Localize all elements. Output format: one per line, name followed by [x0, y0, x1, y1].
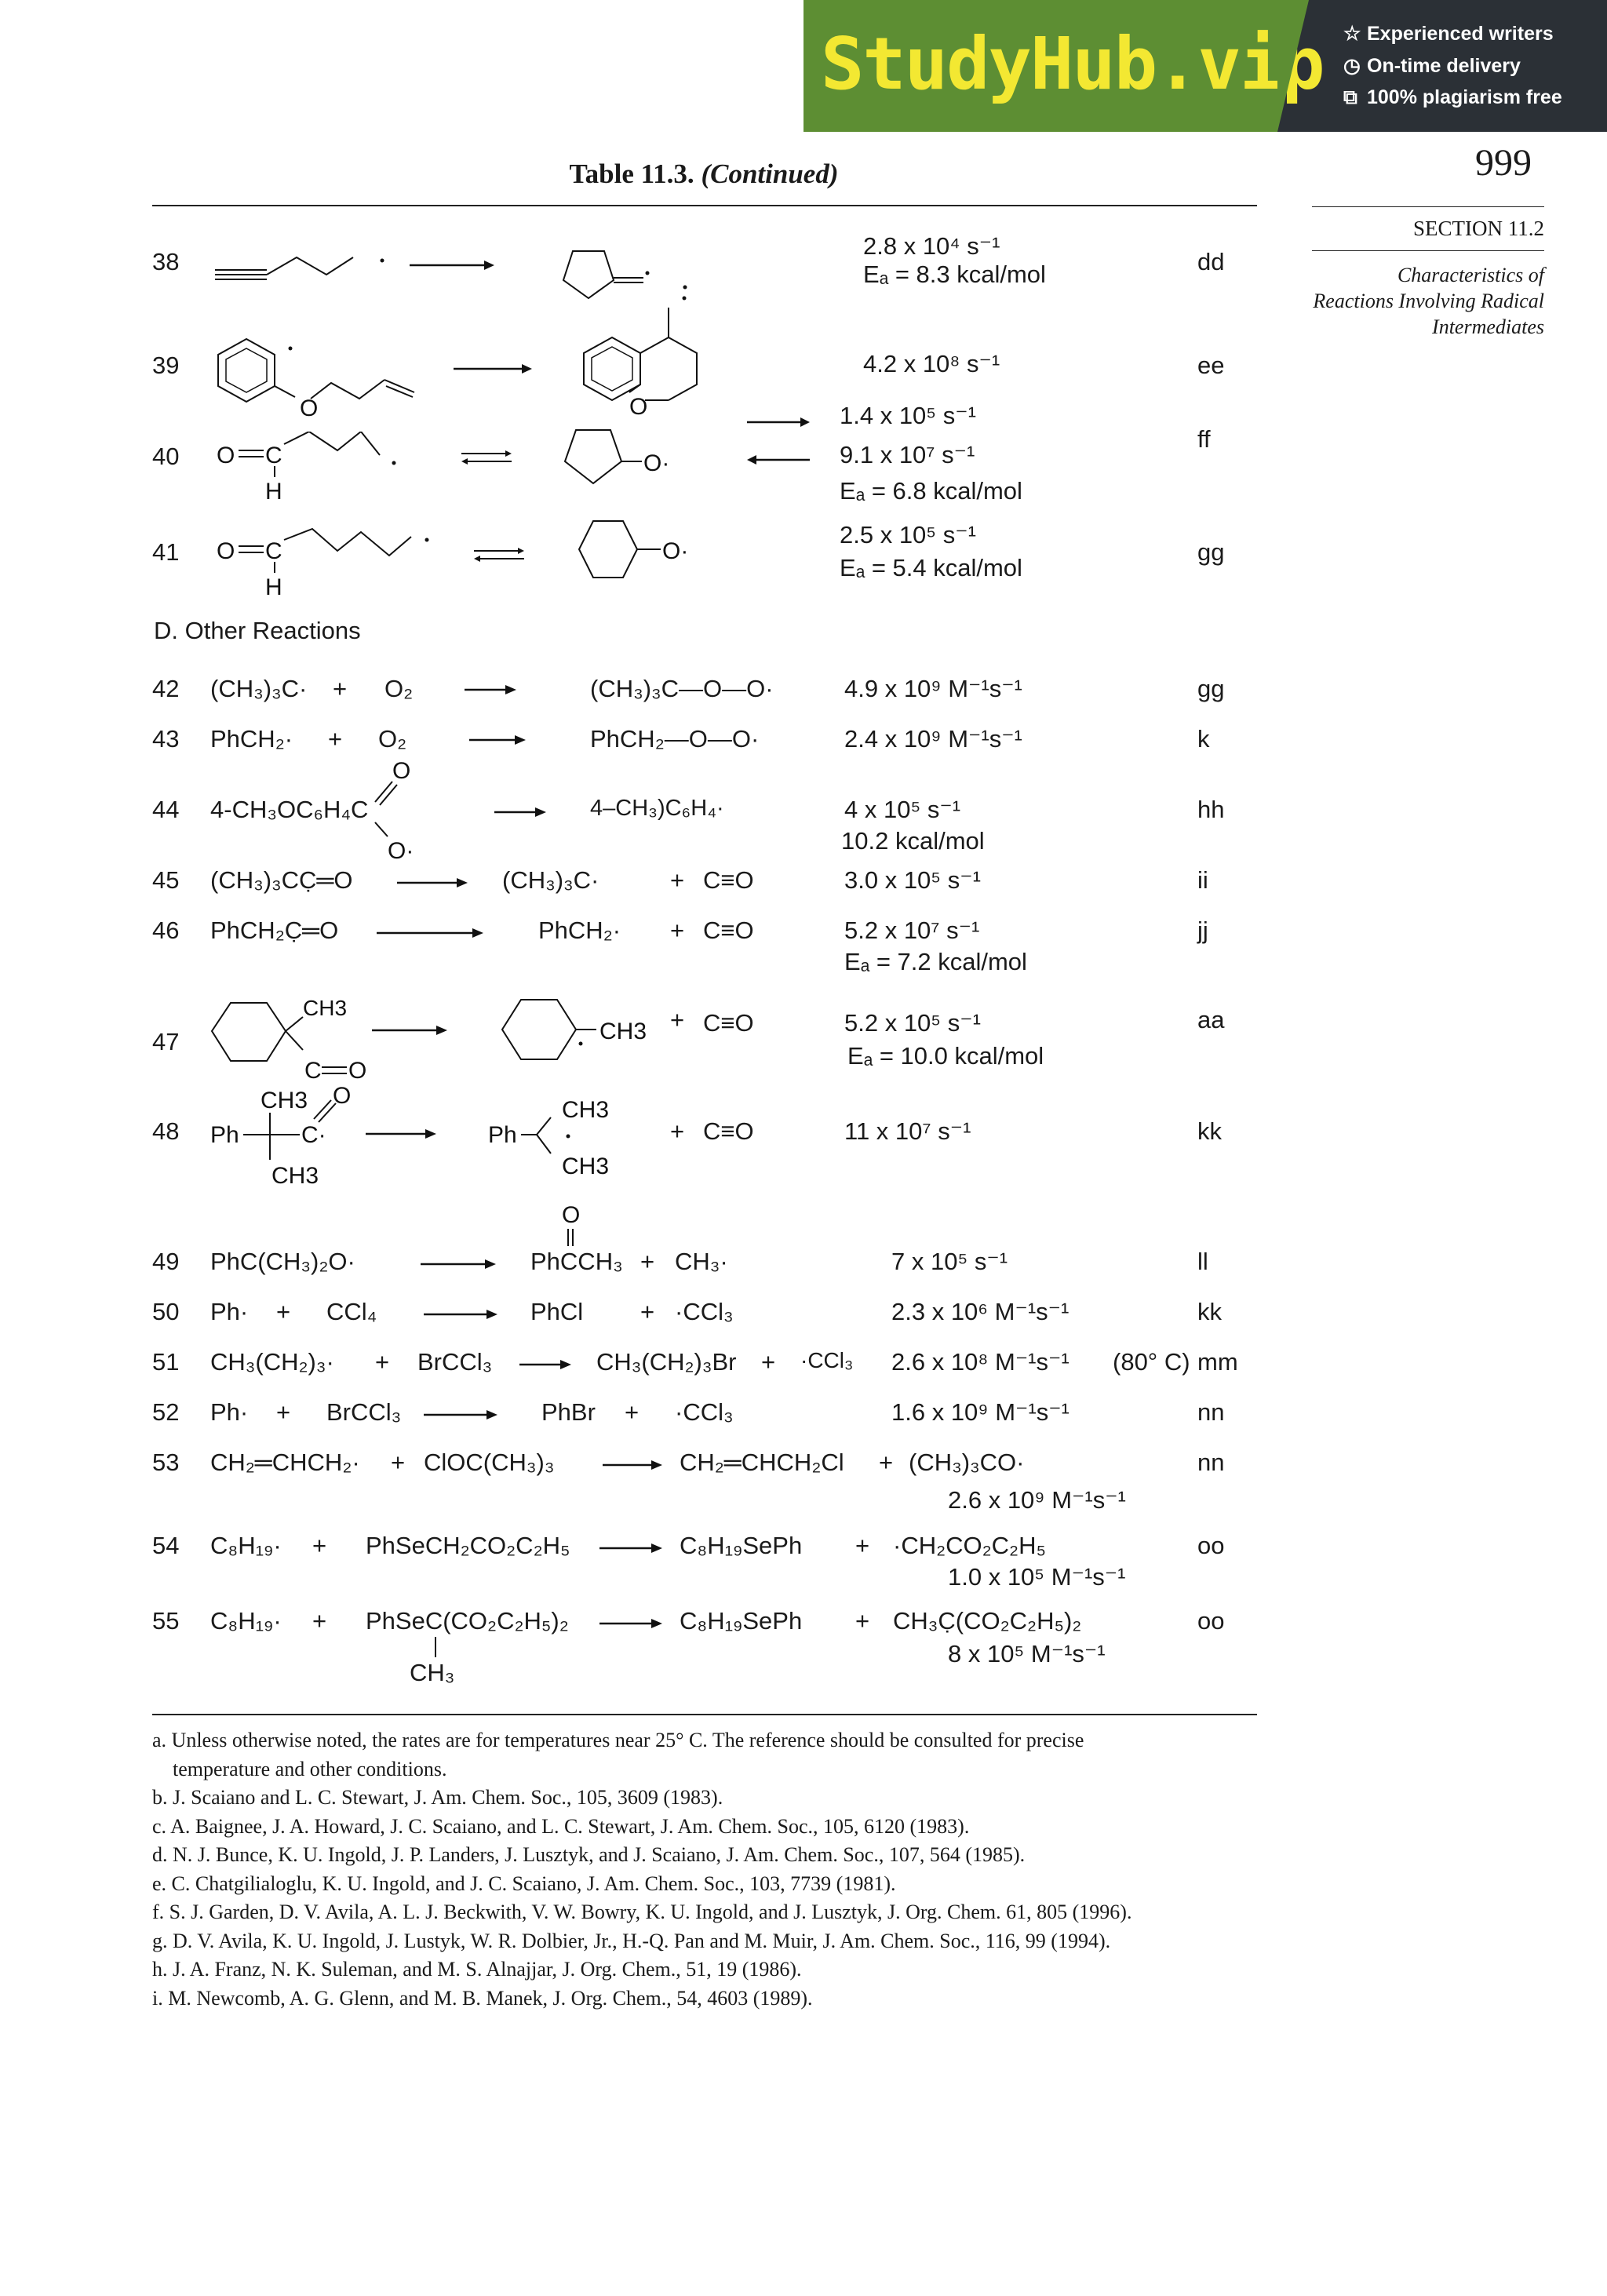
methyl-label: CH3 [562, 1153, 610, 1179]
phenyl-label: Ph [210, 1122, 239, 1148]
atom-label: O· [643, 450, 670, 476]
product: (CH₃)₃C—O—O· [590, 675, 774, 702]
row-number: 55 [152, 1607, 180, 1635]
reference-code: kk [1197, 1298, 1222, 1325]
atom-label: H [265, 479, 282, 505]
activation-energy: 10.2 kcal/mol [841, 827, 985, 855]
methylcyclohexyl-acyl-radical-structure [207, 990, 380, 1084]
atom-label: O· [388, 838, 414, 864]
page-number: 999 [1475, 142, 1532, 184]
product: C₈H₁₉SePh [680, 1607, 803, 1635]
rate-constant: 2.5 x 10⁵ s⁻¹ [840, 521, 976, 548]
hexynyl-radical-structure [212, 243, 400, 282]
plus-sign: + [276, 1298, 291, 1325]
rate-constant: 5.2 x 10⁷ s⁻¹ [844, 917, 980, 944]
trichloromethyl-radical: ·CCl₃ [675, 1298, 734, 1325]
forward-rate-arrow [747, 416, 810, 428]
reagent: BrCCl₃ [417, 1348, 493, 1376]
phenyl-label: Ph [488, 1122, 517, 1148]
row-number: 53 [152, 1449, 180, 1476]
copy-icon: ⧉ [1343, 86, 1357, 108]
footnote: a. Unless otherwise noted, the rates are for temperatures near 25° C. The reference should be consulted for precise [152, 1729, 1084, 1751]
rate-constant: 2.6 x 10⁹ M⁻¹s⁻¹ [948, 1486, 1126, 1514]
reaction-arrow [410, 259, 494, 272]
methyl-label: CH3 [261, 1088, 308, 1113]
methylcyclohexyl-radical-structure [494, 990, 659, 1077]
footnote: g. D. V. Avila, K. U. Ingold, J. Lustyk, W. R. Dolbier, Jr., H.-Q. Pan and M. Muir, J. Am. Chem. Soc., 116, 99 (1994). [152, 1929, 1111, 1952]
reactant: 4-CH₃OC₆H₄C [210, 796, 369, 823]
plus-sign: + [391, 1449, 406, 1476]
reactant: (CH₃)₃C· [210, 675, 308, 702]
carbon-monoxide: C≡O [703, 917, 754, 944]
banner-notch [1277, 0, 1309, 132]
product: CH₃(CH₂)₃Br [596, 1348, 737, 1376]
reaction-arrow [424, 1409, 497, 1420]
reaction-arrow [397, 877, 468, 888]
rate-constant: 2.4 x 10⁹ M⁻¹s⁻¹ [844, 725, 1022, 753]
reagent: ClOC(CH₃)₃ [424, 1449, 555, 1476]
reactant: CH₂═CHCH₂· [210, 1449, 360, 1476]
rate-constant-reverse: 9.1 x 10⁷ s⁻¹ [840, 441, 975, 468]
carboxyl-radical-group [369, 758, 424, 868]
reaction-arrow [377, 928, 483, 938]
rate-constant: 1.0 x 10⁵ M⁻¹s⁻¹ [948, 1563, 1126, 1591]
product: PhCH₂—O—O· [590, 725, 760, 753]
plus-sign: + [312, 1607, 327, 1635]
reagent: PhSeC(CO₂C₂H₅)₂ [366, 1607, 569, 1635]
cyclopentyloxy-radical-structure [552, 425, 686, 496]
hexanal-radical-structure [212, 527, 439, 606]
reactant: PhCH₂C̣═O [210, 917, 339, 944]
methyl-radical: CH₃· [675, 1248, 728, 1275]
plus-sign: + [328, 725, 343, 753]
atom-label: O· [662, 538, 689, 564]
reverse-rate-arrow [747, 454, 810, 466]
rate-constant: 5.2 x 10⁵ s⁻¹ [844, 1009, 981, 1037]
rate-constant: 4.9 x 10⁹ M⁻¹s⁻¹ [844, 675, 1022, 702]
reaction-arrow [454, 363, 532, 375]
reaction-arrow [519, 1359, 571, 1370]
rate-constant: 4 x 10⁵ s⁻¹ [844, 796, 961, 823]
row-number: 38 [152, 248, 180, 275]
methyl-label: CH3 [303, 996, 348, 1020]
reference-code: oo [1197, 1532, 1225, 1559]
reference-code: mm [1197, 1348, 1238, 1376]
atom-label: O [217, 443, 235, 468]
rate-constant: 2.8 x 10⁴ s⁻¹ [863, 232, 1000, 260]
activation-energy: Eₐ = 5.4 kcal/mol [840, 554, 1022, 581]
temperature-condition: (80° C) [1113, 1348, 1190, 1376]
product: PhBr [541, 1398, 596, 1426]
reference-code: k [1197, 725, 1210, 753]
reactant: (CH₃)₃CC̣═O [210, 866, 353, 894]
cyclohexyloxy-radical-structure [559, 518, 700, 596]
plus-sign: + [879, 1449, 894, 1476]
footnote: i. M. Newcomb, A. G. Glenn, and M. B. Manek, J. Org. Chem., 54, 4603 (1989). [152, 1986, 813, 2010]
studyhub-logo[interactable] [804, 0, 1324, 132]
plus-sign: + [312, 1532, 327, 1559]
reference-code: ee [1197, 352, 1225, 379]
row-number: 50 [152, 1298, 180, 1325]
product: (CH₃)₃C· [502, 866, 599, 894]
tert-butoxy-radical: (CH₃)₃CO· [909, 1449, 1025, 1476]
plus-sign: + [761, 1348, 776, 1376]
trichloromethyl-radical: ·CCl₃ [800, 1348, 854, 1372]
row-number: 45 [152, 866, 180, 894]
atom-label: O [562, 1202, 581, 1228]
reference-code: gg [1197, 675, 1225, 702]
rate-constant: 4.2 x 10⁸ s⁻¹ [863, 350, 1000, 377]
clock-icon: ◷ [1343, 55, 1361, 77]
reference-code: dd [1197, 248, 1225, 275]
malonate-radical: CH₃C̣(CO₂C₂H₅)₂ [893, 1607, 1082, 1635]
row-number: 51 [152, 1348, 180, 1376]
footnote: d. N. J. Bunce, K. U. Ingold, J. P. Landers, J. Lusztyk, and J. Scaiano, J. Am. Chem. Soc., 107, 564 (1985). [152, 1843, 1026, 1866]
reaction-arrow [494, 807, 546, 818]
rate-constant: 2.3 x 10⁶ M⁻¹s⁻¹ [891, 1298, 1070, 1325]
row-number: 47 [152, 1028, 180, 1055]
reactant: CH₃(CH₂)₃· [210, 1348, 334, 1376]
footnote: f. S. J. Garden, D. V. Avila, A. L. J. Beckwith, V. W. Bowry, K. U. Ingold, and J. Lusztyk, J. Org. Chem. 61, 805 (1996). [152, 1901, 1132, 1923]
methyl-label: CH3 [599, 1019, 647, 1044]
perk-item: ◷ On-time delivery [1343, 55, 1521, 77]
reactant: PhCH₂· [210, 725, 293, 753]
cumyl-acyl-radical-structure [207, 1084, 372, 1194]
reference-code: kk [1197, 1117, 1222, 1145]
perk-item: ⧉ 100% plagiarism free [1343, 86, 1562, 108]
atom-label: O [348, 1058, 367, 1084]
reaction-arrow [421, 1259, 496, 1270]
plus-sign: + [640, 1298, 655, 1325]
row-number: 46 [152, 917, 180, 944]
row-number: 39 [152, 352, 180, 379]
side-rule-2 [1312, 250, 1544, 251]
activation-energy: Eₐ = 8.3 kcal/mol [863, 261, 1046, 288]
activation-energy: Eₐ = 7.2 kcal/mol [844, 948, 1027, 975]
reaction-arrow [469, 734, 526, 745]
reference-code: aa [1197, 1006, 1225, 1033]
aryl-allyl-ether-radical-structure [212, 330, 439, 424]
section-heading: D. Other Reactions [154, 617, 361, 644]
activation-energy: Eₐ = 6.8 kcal/mol [840, 477, 1022, 505]
row-number: 40 [152, 443, 180, 470]
equilibrium-arrow [461, 449, 512, 466]
methyl-substituent: CH₃ [410, 1659, 455, 1686]
reactant: PhC(CH₃)₂O· [210, 1248, 355, 1275]
table-top-rule [152, 205, 1257, 206]
row-number: 44 [152, 796, 180, 823]
row-number: 52 [152, 1398, 180, 1426]
reference-code: nn [1197, 1449, 1225, 1476]
perk-item: ☆ Experienced writers [1343, 23, 1554, 45]
section-label: SECTION 11.2 [1413, 217, 1544, 240]
atom-label: C [265, 538, 282, 564]
reaction-arrow [366, 1128, 436, 1139]
side-rule [1312, 206, 1544, 207]
atom-label: O [392, 758, 411, 784]
carbon-monoxide: C≡O [703, 1117, 754, 1145]
plus-sign: + [625, 1398, 640, 1426]
plus-sign: + [670, 1117, 685, 1145]
reference-code: hh [1197, 796, 1225, 823]
rate-constant: 11 x 10⁷ s⁻¹ [844, 1117, 971, 1145]
product: PhCCH₃ [530, 1248, 623, 1275]
reaction-arrow [599, 1543, 662, 1554]
rate-constant: 7 x 10⁵ s⁻¹ [891, 1248, 1008, 1275]
pentanal-radical-structure [212, 432, 408, 510]
reaction-arrow [603, 1460, 662, 1471]
row-number: 41 [152, 538, 180, 566]
atom-label: O [333, 1084, 352, 1109]
reagent: BrCCl₃ [326, 1398, 402, 1426]
plus-sign: + [670, 866, 685, 894]
footnote: b. J. Scaiano and L. C. Stewart, J. Am. Chem. Soc., 105, 3609 (1983). [152, 1786, 723, 1809]
ester-radical: ·CH₂CO₂C₂H₅ [893, 1532, 1046, 1559]
footnote: c. A. Baignee, J. A. Howard, J. C. Scaiano, and L. C. Stewart, J. Am. Chem. Soc., 105, 6120 (1983). [152, 1814, 970, 1838]
reagent: CCl₄ [326, 1298, 377, 1325]
methyl-label: CH3 [271, 1163, 319, 1189]
product: 4–CH₃)C₆H₄· [590, 796, 724, 821]
reaction-arrow [465, 684, 516, 695]
product: CH₂═CHCH₂Cl [680, 1449, 844, 1476]
reagent: O₂ [384, 675, 414, 702]
plus-sign: + [670, 1006, 685, 1033]
atom-label: C· [301, 1122, 326, 1148]
atom-label: C [265, 443, 282, 468]
reactant: Ph· [210, 1298, 249, 1325]
product: C₈H₁₉SePh [680, 1532, 803, 1559]
ad-banner[interactable] [804, 0, 1607, 132]
carbon-monoxide: C≡O [703, 866, 754, 894]
reagent: O₂ [378, 725, 407, 753]
table-footnotes [152, 1726, 1257, 2013]
reaction-arrow [424, 1309, 497, 1320]
footnote: e. C. Chatgilialoglu, K. U. Ingold, and J. C. Scaiano, J. Am. Chem. Soc., 103, 7739 (1981). [152, 1871, 896, 1895]
row-number: 43 [152, 725, 180, 753]
carbon-monoxide: C≡O [703, 1009, 754, 1037]
footnote-continued: temperature and other conditions. [173, 1757, 447, 1780]
footnote: h. J. A. Franz, N. K. Suleman, and M. S. Alnajjar, J. Org. Chem., 51, 19 (1986). [152, 1958, 802, 1981]
chromane-methyl-radical-structure [581, 290, 738, 416]
plus-sign: + [855, 1607, 870, 1635]
reference-code: ii [1197, 866, 1208, 894]
reference-code: nn [1197, 1398, 1225, 1426]
reaction-arrow [599, 1618, 662, 1629]
table-title: Table 11.3. (Continued) [569, 159, 839, 189]
atom-label: O [217, 538, 235, 564]
plus-sign: + [276, 1398, 291, 1426]
methyl-bond [433, 1637, 438, 1659]
reactant: C₈H₁₉· [210, 1607, 282, 1635]
reactant: Ph· [210, 1398, 249, 1426]
rate-constant: 1.6 x 10⁹ M⁻¹s⁻¹ [891, 1398, 1070, 1426]
plus-sign: + [375, 1348, 390, 1376]
row-number: 42 [152, 675, 180, 702]
atom-label: H [265, 574, 282, 600]
cumyl-radical-structure [486, 1091, 628, 1193]
plus-sign: + [670, 917, 685, 944]
product: PhCH₂· [538, 917, 621, 944]
methyl-label: CH3 [562, 1097, 610, 1123]
product: PhCl [530, 1298, 584, 1325]
rate-constant: 3.0 x 10⁵ s⁻¹ [844, 866, 981, 894]
plus-sign: + [855, 1532, 870, 1559]
row-number: 48 [152, 1117, 180, 1145]
reactant: C₈H₁₉· [210, 1532, 282, 1559]
plus-sign: + [333, 675, 348, 702]
reaction-arrow [372, 1025, 447, 1036]
reagent: PhSeCH₂CO₂C₂H₅ [366, 1532, 570, 1559]
activation-energy: Eₐ = 10.0 kcal/mol [847, 1042, 1044, 1070]
reference-code: gg [1197, 538, 1225, 566]
table-bottom-rule [152, 1714, 1257, 1715]
plus-sign: + [640, 1248, 655, 1275]
reference-code: ll [1197, 1248, 1208, 1275]
row-number: 54 [152, 1532, 180, 1559]
trichloromethyl-radical: ·CCl₃ [675, 1398, 734, 1426]
atom-label: O [629, 394, 648, 416]
reference-code: ff [1197, 425, 1211, 453]
rate-constant: 8 x 10⁵ M⁻¹s⁻¹ [948, 1640, 1106, 1667]
logo-text: StudyHub.vip [821, 22, 1324, 106]
atom-label: C [304, 1058, 322, 1084]
section-sidebar [1312, 217, 1544, 340]
star-icon: ☆ [1343, 23, 1361, 45]
section-subtitle: Characteristics of Reactions Involving Radical Intermediates [1313, 264, 1544, 338]
reference-code: jj [1197, 917, 1208, 944]
rate-constant-forward: 1.4 x 10⁵ s⁻¹ [840, 402, 976, 429]
row-number: 49 [152, 1248, 180, 1275]
reference-code: oo [1197, 1607, 1225, 1635]
rate-constant: 2.6 x 10⁸ M⁻¹s⁻¹ [891, 1348, 1070, 1376]
carbonyl-oxygen [559, 1202, 582, 1249]
atom-label: O [300, 395, 319, 421]
equilibrium-arrow [474, 546, 524, 563]
